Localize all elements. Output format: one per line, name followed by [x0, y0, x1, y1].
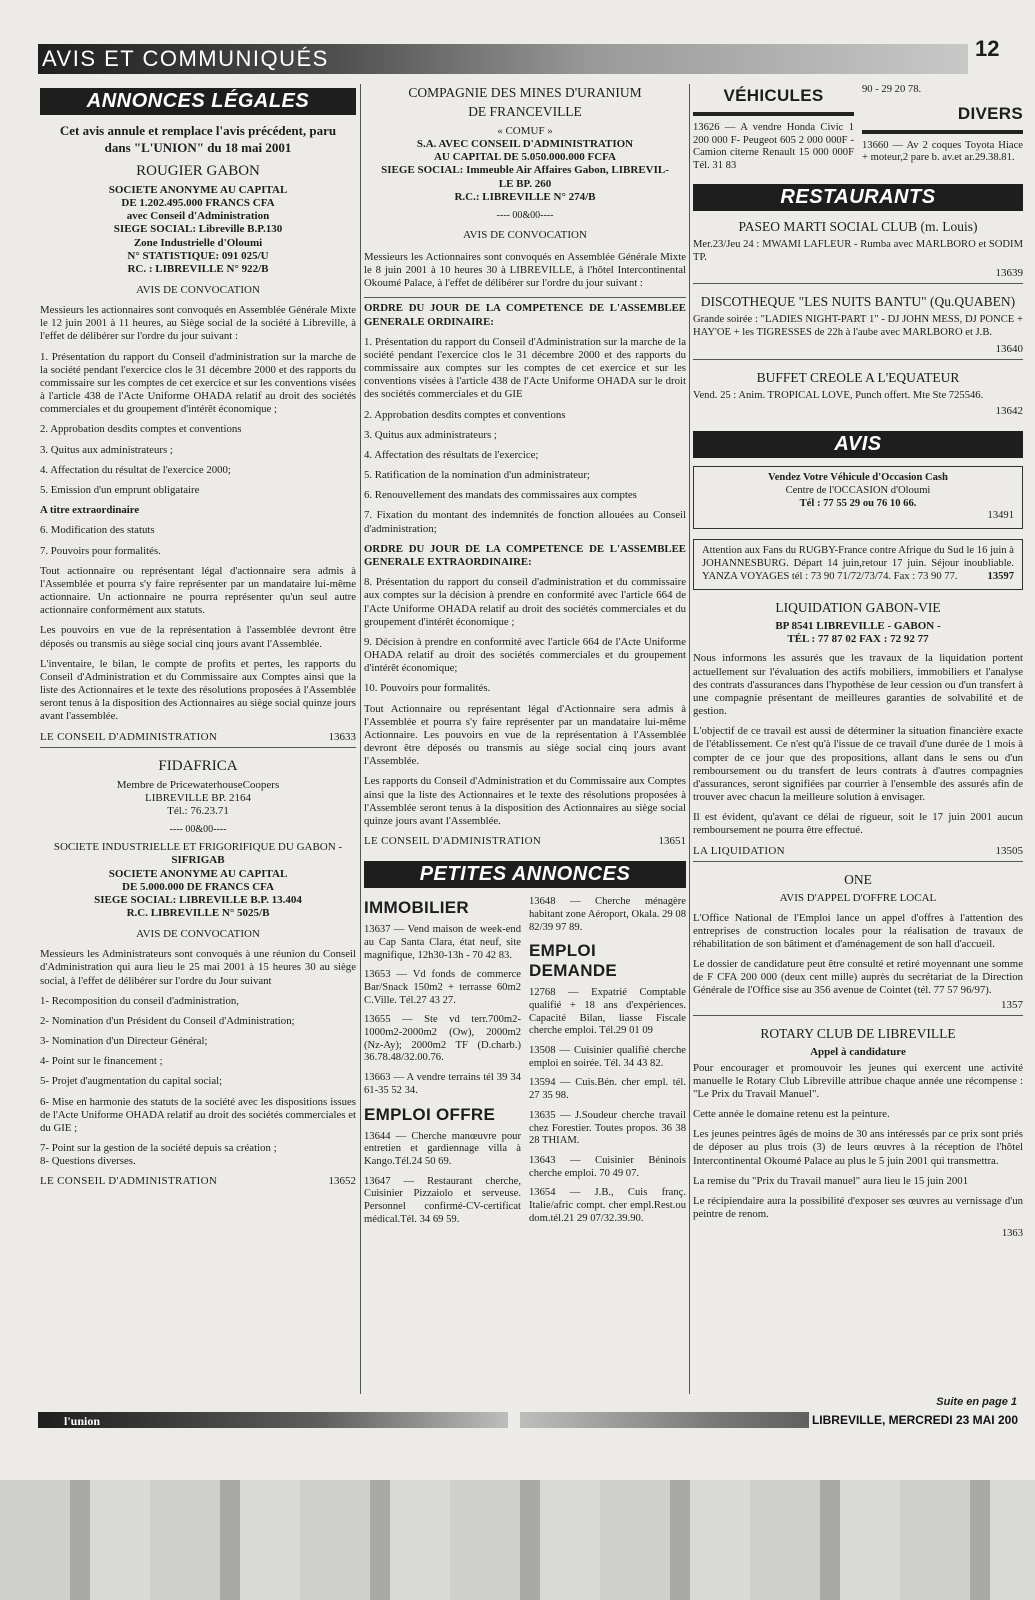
notice-paragraph: L'inventaire, le bilan, le compte de profits et pertes, les rapports du Conseil d'Administration et du Commissaire aux Comptes ainsi que la liste des Actionnaires et le texte des résolutions proposées à l'Assemblée seront tenus à la disposition des Actionnaires au siège social quinze jours avant l'assemblée. [40, 657, 356, 723]
classified-ad-continued: 90 - 29 20 78. [862, 84, 922, 95]
column-comuf-classifieds [364, 84, 686, 1388]
classified-ad: 13637 — Vend maison de week-end au Cap Santa Clara, état neuf, site magnifique, 12h30-13h - 70 42 83. [364, 924, 521, 961]
agenda-item: 7- Point sur la gestion de la société depuis sa création ; [40, 1142, 277, 1155]
continued-note: Suite en page 1 [936, 1396, 1017, 1408]
notice-paragraph: La remise du "Prix du Travail manuel" aura lieu le 15 juin 2001 [693, 1174, 969, 1187]
agenda-item: 4. Affectation du résultat de l'exercice 2000; [40, 463, 231, 476]
classified-ad: 13648 — Cherche ménagère habitant zone Aéroport, Okala. 29 08 82/39 97 89. [529, 896, 686, 933]
notice-heading: AVIS DE CONVOCATION [136, 284, 260, 297]
banner-annonces-legales: ANNONCES LÉGALES [40, 88, 356, 115]
restaurant-text: Vend. 25 : Anim. TROPICAL LOVE, Punch offert. Mte Ste 725546. [693, 389, 984, 401]
notice-paragraph: Tout actionnaire ou représentant légal d'actionnaire sera admis à l'Assemblée et pourra s'y faire représenter par un mandataire lui-même actionnaire. Un actionnaire ne pourra représenter qu'un seul autre actionnaire conformément aux statuts. [40, 564, 356, 617]
column-legal-notices [40, 84, 356, 1388]
classifieds-grid [364, 896, 686, 1233]
page-background-strip [0, 1480, 1035, 1600]
banner-petites-annonces: PETITES ANNONCES [364, 861, 686, 888]
heading-immobilier: IMMOBILIER [364, 898, 469, 918]
heading-divers: DIVERS [957, 103, 1023, 123]
notice-paragraph: Tout Actionnaire ou représentant légal d'Actionnaire sera admis à l'Assemblée et pourra s'y faire représenter par un mandataire lui-même Actionnaire. Les pouvoirs en vue de la représentation à l'Assemblée devront être déposés ou transmis au siège social cinq jours avant l'Assemblée. [364, 702, 686, 768]
notice-one [693, 872, 1023, 1016]
notice-paragraph: Les rapports du Conseil d'Administration et du Commissaire aux Comptes ainsi que la liste des Actionnaires et le texte des résolutions proposées à l'Assemblée seront tenus à la disposition des Actionnaires au siège social quinze jours avant l'Assemblée. [364, 775, 686, 827]
notice-paragraph: L'Office National de l'Emploi lance un appel d'offres à l'attention des entreprises de construction locales pour la réalisation de travaux de réhabilitation de son bâtiment et d'aménagement de son hall d'accueil. [693, 911, 1023, 950]
notice-heading: Appel à candidature [810, 1045, 906, 1058]
classified-ad: 13654 — J.B., Cuis franç. Italie/afric compt. cher empl.Rest.ou dom.tél.21 29 07/32.39.90. [529, 1187, 686, 1224]
notice-paragraph: Il est évident, qu'avant ce délai de rigueur, soit le 17 juin 2001 aucun remboursement ne pourra être effectué. [693, 811, 1023, 837]
vehicules-section [693, 84, 854, 180]
classified-ad: 13644 — Cherche manœuvre pour entretien et gardiennage villa à Kango.Tél.24 50 69. [364, 1130, 521, 1167]
notice-signature: LE CONSEIL D'ADMINISTRATION 13651 [364, 835, 686, 848]
rugby-ad-box: Attention aux Fans du RUGBY-France contre Afrique du Sud le 16 juin à JOHANNESBURG. Départ 14 juin,retour 17 juin. Séjour inoubliable. YANZA VOYAGES tél : 73 90 71/72/73/74. Fax : 73 90 77. 13597 [693, 539, 1023, 590]
ad-ref: 13639 [693, 267, 1023, 284]
agenda-item: 1- Recomposition du conseil d'administration, [40, 994, 239, 1007]
notice-rougier [40, 123, 356, 748]
brand-name: l'union [64, 1414, 101, 1428]
ad-ref: 13640 [693, 343, 1023, 360]
page-number: 12 [975, 36, 1000, 61]
agenda-item: 1. Présentation du rapport du Conseil d'administration sur la marche de la société pendant l'exercice clos le 31 décembre 2000 et des rapports du commissaire sur les comptes de cet exercice et sur les conventions visées à l'article 438 de l'Acte Uniforme OHADA relatif au droit des sociétés commerciales et du groupement d'intérêt économique ; [40, 350, 356, 416]
notice-liquidation [693, 600, 1023, 862]
classified-ad: 13635 — J.Soudeur cherche travail chez Forestier. Toutes propos. 36 38 28 THIAM. [529, 1109, 686, 1147]
separator: ---- 00&00---- [496, 209, 554, 221]
notice-signature: LA LIQUIDATION 13505 [693, 845, 1023, 862]
classified-ad: 13653 — Vd fonds de commerce Bar/Snack 150m2 + terrasse 60m2 C.Ville. Tél.27 43 27. [364, 969, 521, 1006]
notice-rotary [693, 1026, 1023, 1241]
classifieds-right [529, 896, 686, 1233]
agenda-item: 5- Projet d'augmentation du capital social; [40, 1075, 223, 1088]
agenda-item: 6. Renouvellement des mandats des commissaires aux comptes [364, 489, 637, 502]
notice-intro: Cet avis annule et remplace l'avis précédent, paru dans "L'UNION" du 18 mai 2001 [59, 123, 337, 155]
divider [693, 112, 854, 116]
agenda-item: 3. Quitus aux administrateurs ; [364, 428, 497, 441]
agenda-item: 4- Point sur le financement ; [40, 1055, 163, 1068]
notice-body: Messieurs les Actionnaires sont convoqués en Assemblée Générale Mixte le 8 juin 2001 à 10 heures 30 à LIBREVILLE, à l'hôtel Intercontinental Okoumé Palace, à l'effet de délibérer sur l'ordre du jour suivant : [364, 250, 686, 290]
notice-title: LIQUIDATION GABON-VIE [775, 599, 941, 615]
notice-signature: LE CONSEIL D'ADMINISTRATION 13633 [40, 731, 356, 748]
agenda-item: 7. Fixation du montant des indemnités de fonction allouées au Conseil d'administration; [364, 509, 686, 535]
classified-ad: 13643 — Cuisinier Béninois cherche emploi. 70 49 07. [529, 1154, 686, 1179]
section-title: AVIS ET COMMUNIQUÉS [42, 46, 329, 71]
notice-comuf [364, 84, 686, 851]
company-name: ROUGIER GABON [136, 162, 260, 179]
heading-emploi-demande: EMPLOI DEMANDE [529, 941, 618, 981]
agenda-subheading: ORDRE DU JOUR DE LA COMPETENCE DE L'ASSEMBLEE GENERALE EXTRAORDINAIRE: [364, 542, 686, 568]
restaurant-entry [693, 370, 1023, 422]
agenda-item: 7. Pouvoirs pour formalités. [40, 544, 161, 557]
contact-details: BP 8541 LIBREVILLE - GABON - TÉL : 77 87 02 FAX : 72 92 77 [775, 619, 941, 646]
notice-title: ONE [844, 871, 872, 887]
notice-paragraph: Le récipiendaire aura la possibilité d'exposer ses œuvres au vernissage d'un peintre de renom. [693, 1194, 1023, 1221]
restaurant-name: DISCOTHEQUE "LES NUITS BANTU" (Qu.QUABEN) [700, 294, 1016, 310]
issue-date: LIBREVILLE, MERCREDI 23 MAI 200 [809, 1412, 1021, 1428]
agenda-subheading: A titre extraordinaire [40, 504, 140, 517]
footer-brand-bar [38, 1412, 508, 1428]
notice-heading: AVIS DE CONVOCATION [463, 228, 587, 241]
restaurant-entry [693, 219, 1023, 284]
notice-paragraph: Les pouvoirs en vue de la représentation à l'assemblée devront être déposés ou transmis au siège social cinq jours avant l'Assemblée. [40, 624, 356, 650]
banner-avis: AVIS [693, 431, 1023, 458]
notice-heading: AVIS D'APPEL D'OFFRE LOCAL [779, 891, 937, 904]
classified-ad: 13647 — Restaurant cherche, Cuisinier Pizzaiolo et serveuse. Personnel confirmé-CV-certificat médical.Tél. 34 69 59. [364, 1175, 521, 1225]
restaurant-text: Grande soirée : "LADIES NIGHT-PART 1" - DJ JOHN MESS, DJ PONCE + HAY'OE + les TIGRESSES de 22h à l'aube avec MARLBORO et J.B. [693, 314, 1023, 338]
vehicules-divers [693, 84, 1023, 180]
heading-emploi-offre: EMPLOI OFFRE [364, 1104, 496, 1124]
column-ads-notices [693, 84, 1023, 1388]
notice-paragraph: L'objectif de ce travail est aussi de déterminer la situation financière exacte de l'établissement. Ce n'est qu'à l'issue de ce travail d'une durée de 1 mois à compter de ce jour que des propositions, allant dans le sens ou d'un remboursement ou du transfert de leurs contrats à d'autres compagnies d'assurances, seront signifiées par courrier à l'ensemble des assurés afin de trouver avec chacun la meilleure solution à envisager. [693, 725, 1023, 804]
agenda-item: 10. Pouvoirs pour formalités. [364, 682, 491, 695]
agenda-item: 1. Présentation du rapport du Conseil d'Administration sur la marche de la société pendant l'exercice clos le 31 décembre 2000 et des rapports du commissaire aux comptes sur les comptes de cet exercice et sur les conventions visées à l'article 438 de l'Acte Uniforme OHADA sur le droit des sociétés commerciales et du GIE [364, 335, 686, 401]
column-divider [360, 84, 361, 1394]
banner-restaurants: RESTAURANTS [693, 184, 1023, 211]
agenda-item: 8- Questions diverses. [40, 1155, 136, 1168]
classified-ad: 13655 — Ste vd terr.700m2-1000m2-2000m2 (Ow), 2000m2 (Nz-Ay); 2000m2 TF (D.charb.) 36.78.48/32.00.76. [364, 1014, 521, 1064]
agenda-item: 3- Nomination d'un Directeur Général; [40, 1035, 208, 1048]
notice-paragraph: Nous informons les assurés que les travaux de la liquidation portent actuellement sur l'évaluation des actifs mobiliers, immobiliers et l'analyse des contrats d'assurances dans l'hypothèse de leur cession ou d'un transfert à une compagnie présentant de meilleures garanties de solvabilité et de gestion. [693, 652, 1023, 718]
notice-title: ROTARY CLUB DE LIBREVILLE [760, 1025, 956, 1041]
separator: ---- 00&00---- [169, 824, 227, 836]
agenda-item: 5. Emission d'un emprunt obligataire [40, 483, 200, 496]
ad-ref: 1357 [693, 999, 1023, 1016]
classified-ad: 13626 — A vendre Honda Civic 1 200 000 F- Peugeot 605 2 000 000F - Camion citerne Renault 15 000 000F Tél. 31 83 [693, 122, 854, 172]
notice-body: Messieurs les Administrateurs sont convoqués à une réunion du Conseil d'Administration qui aura lieu le 25 mai 2001 à 15 heures 30 au siège social, à l'effet de délibérer sur l'ordre du Jour suivant [40, 948, 356, 987]
notice-fidafrica [40, 758, 356, 1192]
agenda-subheading: ORDRE DU JOUR DE LA COMPETENCE DE L'ASSEMBLEE GENERALE ORDINAIRE: [364, 297, 686, 328]
ad-ref: 13642 [995, 405, 1023, 418]
company-details: Membre de PricewaterhouseCoopers LIBREVILLE BP. 2164 Tél.: 76.23.71 [116, 778, 280, 817]
restaurant-name: PASEO MARTI SOCIAL CLUB (m. Louis) [738, 218, 978, 234]
classified-ad: 13660 — Av 2 coques Toyota Hiace + moteur,2 pare b. av.et ar.29.38.81. [862, 139, 1023, 164]
company-details: SOCIETE INDUSTRIELLE ET FRIGORIFIQUE DU GABON - SIFRIGAB SOCIETE ANONYME AU CAPITAL DE 5.000.000 DE FRANCS CFA SIEGE SOCIAL: LIBREVILLE B.P. 13.404 R.C. LIBREVILLE N° 5025/B [53, 841, 343, 920]
agenda-item: 2. Approbation desdits comptes et conventions [40, 423, 242, 436]
classified-ad: 12768 — Expatrié Comptable qualifié + 18 ans d'expériences. Capacité Bilan, liasse Fiscale cherche emploi. Tél.29 01 09 [529, 987, 686, 1037]
classified-ad: 13663 — A vendre terrains tél 39 34 61-35 52 34. [364, 1072, 521, 1096]
agenda-item: 6. Modification des statuts [40, 524, 155, 537]
agenda-item: 3. Quitus aux administrateurs ; [40, 443, 173, 456]
heading-vehicules: VÉHICULES [723, 86, 824, 105]
agenda-item: 4. Affectation des résultats de l'exercice; [364, 448, 539, 461]
column-divider [689, 84, 690, 1394]
vehicle-ad-box: Vendez Votre Véhicule d'Occasion Cash Centre de l'OCCASION d'Oloumi Tél : 77 55 29 ou 76 10 66. 13491 [693, 466, 1023, 529]
notice-body: Messieurs les actionnaires sont convoqués en Assemblée Générale Mixte le 12 juin 2001 à 11 heures, au Siège social de la société à Libreville, à l'effet de délibérer sur l'ordre du jour suivant : [40, 304, 356, 343]
agenda-item: 9. Décision à prendre en conformité avec l'article 664 de l'Acte Uniforme OHADA relatif au droit des sociétés commerciales et du groupement d'intérêt économique; [364, 635, 686, 675]
notice-signature: LE CONSEIL D'ADMINISTRATION 13652 [40, 1175, 356, 1188]
agenda-item: 2. Approbation desdits comptes et conventions [364, 408, 566, 421]
restaurant-name: BUFFET CREOLE A L'EQUATEUR [756, 369, 960, 385]
notice-paragraph: Cette année le domaine retenu est la peinture. [693, 1108, 890, 1121]
company-details: SOCIETE ANONYME AU CAPITAL DE 1.202.495.000 FRANCS CFA avec Conseil d'Administration SIEGE SOCIAL: Libreville B.P.130 Zone Industrielle d'Oloumi N° STATISTIQUE: 091 025/U RC. : LIBREVILLE N° 922/B [108, 183, 288, 275]
divider [862, 130, 1023, 134]
classified-ad: 13508 — Cuisinier qualifié cherche emploi en soirée. Tél. 34 43 82. [529, 1045, 686, 1069]
classifieds-left [364, 896, 521, 1233]
restaurant-entry [693, 294, 1023, 359]
restaurant-text: Mer.23/Jeu 24 : MWAMI LAFLEUR - Rumba avec MARLBORO et SODIM TP. [693, 238, 1023, 263]
agenda-item: 2- Nomination d'un Président du Conseil d'Administration; [40, 1014, 295, 1027]
classified-ad: 13594 — Cuis.Bén. cher empl. tél. 27 35 98. [529, 1077, 686, 1102]
notice-paragraph: Pour encourager et promouvoir les jeunes qui exercent une activité manuelle le Rotary Club Libreville attribue chaque année une récompense : "Le Prix du Travail Manuel". [693, 1061, 1023, 1100]
company-name: COMPAGNIE DES MINES D'URANIUM DE FRANCEVILLE [408, 85, 642, 119]
notice-heading: AVIS DE CONVOCATION [136, 928, 260, 941]
agenda-item: 5. Ratification de la nomination d'un administrateur; [364, 469, 590, 482]
agenda-item: 8. Présentation du rapport du conseil d'administration et du commissaire aux comptes sur la décision à prendre en conformité avec l'article 664 de l'Acte Uniforme OHADA relatif au droit des sociétés commerciales et du groupement d'intérêt économique ; [364, 576, 686, 628]
company-name: FIDAFRICA [158, 757, 238, 774]
notice-paragraph: Les jeunes peintres âgés de moins de 30 ans intéressés par ce prix sont priés de déposer au plus trois (3) de leurs œuvres à la réception de l'hôtel Intercontinental Okoumé Palace au plus le 5 juin 2001 qui transmettra. [693, 1128, 1023, 1167]
agenda-item: 6- Mise en harmonie des statuts de la société avec les dispositions issues de l'Acte Uniforme OHADA relatif au droit des sociétés commerciales et du GIE ; [40, 1095, 356, 1134]
notice-paragraph: Le dossier de candidature peut être consulté et retiré moyennant une somme de F CFA 200 000 (deux cent mille) auprès du secrétariat de la Direction Générale de l'Office sise au 356 avenue de Cointet (tél. 77 57 96/97). [693, 958, 1023, 997]
company-details: « COMUF » S.A. AVEC CONSEIL D'ADMINISTRATION AU CAPITAL DE 5.050.000.000 FCFA SIEGE SOCIAL: Immeuble Air Affaires Gabon, LIBREVIL- LE BP. 260 R.C.: LIBREVILLE N° 274/B [381, 124, 669, 203]
divers-section [862, 84, 1023, 180]
ad-ref: 1363 [1001, 1228, 1023, 1240]
